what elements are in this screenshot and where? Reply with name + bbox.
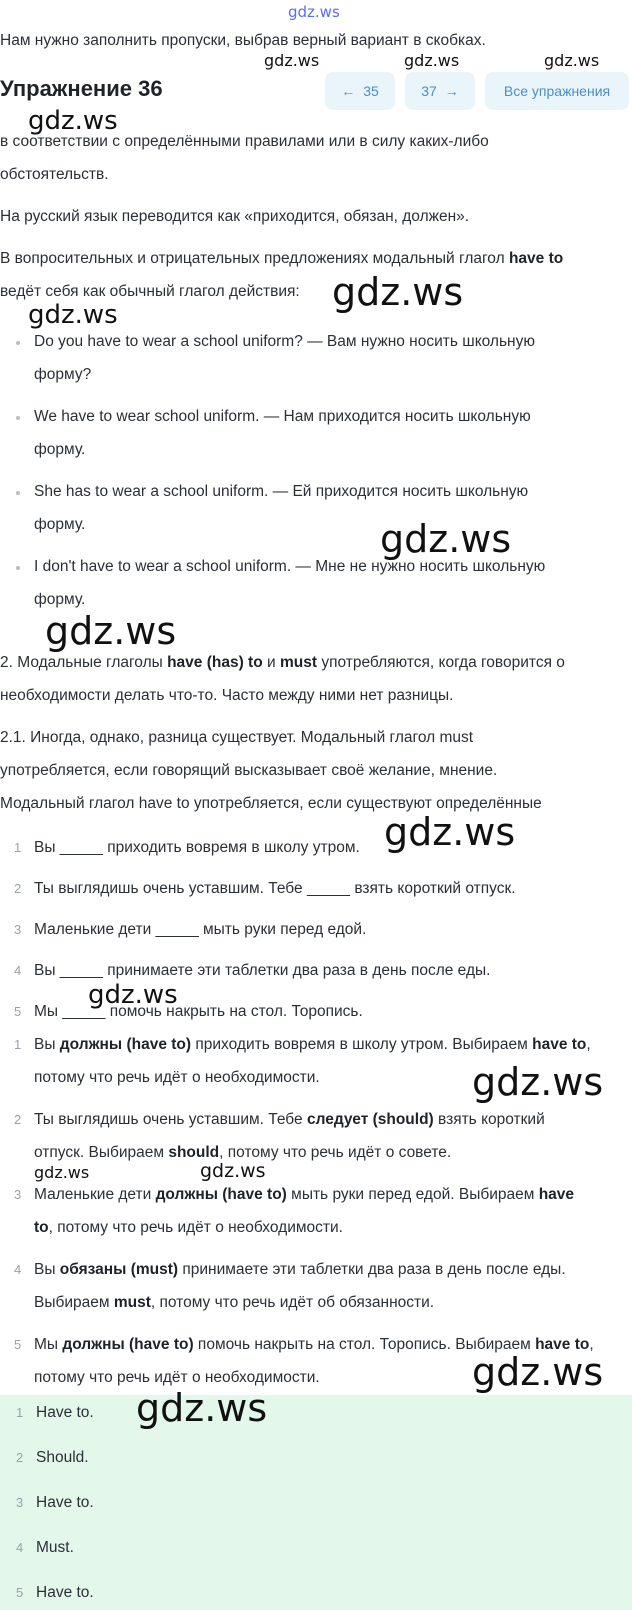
text [34,1178,626,1211]
text: В вопросительных и отрицательных предложениях модальный глагол [0,250,509,267]
bullet-icon [16,416,20,420]
bold-term: следует (should) [306,1111,434,1128]
watermark: gdz.ws [88,980,178,1010]
theory-section-2 [0,646,626,820]
text: и [262,654,280,671]
text: форму. [34,516,86,533]
text [34,1103,626,1136]
text: Вы _____ приходить вовремя в школу утром. [34,839,360,856]
theory-line: 2.1. Иногда, однако, разница существует. Модальный глагол must [0,729,474,746]
bold-term: have to [535,1336,590,1353]
text: She has to wear a school uniform. — Ей приходится носить школьную [34,483,529,500]
text: , потому что речь идёт об обязанности. [150,1294,435,1311]
item-number: 4 [14,963,22,978]
site-watermark-top: gdz.ws [288,3,340,21]
watermark: gdz.ws [34,1163,90,1182]
translation-item [0,1103,626,1169]
text: приходить вовремя в школу утром. Выбираем [191,1036,533,1053]
theory-line [0,646,626,679]
bold-term: have to [508,250,564,267]
item-number: 1 [14,1037,22,1052]
bold-term: должны (have to) [59,1036,192,1053]
text [34,1028,626,1061]
text: Выбираем [34,1294,114,1311]
text: форму. [34,591,86,608]
answer-item [0,1584,94,1602]
bold-term: обязаны (must) [59,1261,179,1278]
text: , [589,1336,594,1353]
bold-term: have [538,1186,575,1203]
text: Have to. [36,1404,94,1421]
arrow-left-icon: ← [341,83,356,99]
text: потому что речь идёт о необходимости. [34,1069,320,1086]
theory-line: употребляется, если говорящий высказывает своё желание, мнение. [0,762,498,779]
answer-item [0,1494,94,1512]
text: Мы _____ помочь накрыть на стол. Торопись. [34,1003,363,1020]
list-item [0,400,626,466]
text: Must. [36,1539,74,1556]
text: форму. [34,441,86,458]
all-exercises-button[interactable] [485,72,629,110]
watermark: gdz.ws [404,51,460,70]
watermark: gdz.ws [264,51,320,70]
bold-term: have to [532,1036,587,1053]
theory-line [0,242,626,275]
item-number: 5 [16,1585,24,1600]
text [34,1286,626,1319]
text: Should. [36,1449,89,1466]
bullet-icon [16,566,20,570]
item-number: 3 [16,1495,24,1510]
item-number: 5 [14,1004,22,1019]
text: отпуск. Выбираем [34,1144,169,1161]
text: 2. Модальные глаголы [0,654,168,671]
text: , потому что речь идёт о необходимости. [48,1219,343,1236]
bold-term: должны (have to) [62,1336,194,1353]
watermark: gdz.ws [544,51,600,70]
text: Do you have to wear a school uniform? — Вам нужно носить школьную [34,333,535,350]
task-item [0,831,626,864]
item-number: 2 [14,881,22,896]
text: Вы _____ принимаете эти таблетки два раза в день после еды. [34,962,491,979]
next-exercise-button[interactable] [405,72,475,110]
answer-item [0,1539,74,1557]
item-number: 5 [14,1337,22,1352]
watermark: gdz.ws [45,609,177,653]
bold-term: must [113,1294,151,1311]
theory-section [0,125,626,308]
answers-panel [0,1395,632,1610]
theory-line: обстоятельств. [0,166,109,183]
text: Ты выглядишь очень уставшим. Тебе [34,1111,307,1128]
theory-line: Модальный глагол have to употребляется, если существуют определённые [0,795,542,812]
text: Have to. [36,1584,94,1601]
text: форму? [34,366,92,383]
text [34,1253,626,1286]
watermark: gdz.ws [28,300,118,330]
text: Вы [34,1261,60,1278]
arrow-right-icon: → [444,83,459,99]
watermark: gdz.ws [384,810,516,854]
prev-exercise-label: 35 [363,83,379,99]
text: , потому что речь идёт о совете. [219,1144,452,1161]
text: Маленькие дети [34,1186,156,1203]
item-number: 4 [14,1262,22,1277]
text: Ты выглядишь очень уставшим. Тебе _____ взять короткий отпуск. [34,880,516,897]
theory-line: ведёт себя как обычный глагол действия: [0,283,300,300]
text: потому что речь идёт о необходимости. [34,1369,320,1386]
watermark: gdz.ws [472,1060,604,1104]
list-item [0,550,626,616]
list-item [0,325,626,391]
text: , [586,1036,591,1053]
text [34,1136,626,1169]
watermark: gdz.ws [200,1160,266,1182]
item-number: 4 [16,1540,24,1555]
bold-term: should [168,1144,220,1161]
theory-line: необходимости делать что-то. Часто между ними нет разницы. [0,687,454,704]
prev-exercise-button[interactable] [325,72,395,110]
next-exercise-label: 37 [421,83,437,99]
text: I don't have to wear a school uniform. — Мне не нужно носить школьную [34,558,546,575]
text: Вы [34,1036,60,1053]
bold-term: to [34,1219,49,1236]
text: Have to. [36,1494,94,1511]
text: мыть руки перед едой. Выбираем [286,1186,539,1203]
theory-line: На русский язык переводится как «приходится, обязан, должен». [0,208,470,225]
text: Мы [34,1336,63,1353]
watermark: gdz.ws [472,1350,604,1394]
text: принимаете эти таблетки два раза в день после еды. [178,1261,566,1278]
all-exercises-label: Все упражнения [503,83,611,99]
page-title: Упражнение 36 [0,76,163,101]
item-number: 1 [16,1405,24,1420]
bullet-icon [16,341,20,345]
translation-item [0,1178,626,1244]
text: помочь накрыть на стол. Торопись. Выбираем [193,1336,536,1353]
task-item [0,872,626,905]
text: We have to wear school uniform. — Нам приходится носить школьную [34,408,531,425]
list-item [0,475,626,541]
item-number: 3 [14,1187,22,1202]
text: Маленькие дети _____ мыть руки перед едой. [34,921,367,938]
answer-item [0,1449,89,1467]
text: взять короткий [433,1111,545,1128]
item-number: 2 [14,1112,22,1127]
text: употребляются, когда говорится о [317,654,565,671]
watermark: gdz.ws [380,517,512,561]
item-number: 3 [14,922,22,937]
answer-item [0,1404,94,1422]
task-intro: Нам нужно заполнить пропуски, выбрав верный вариант в скобках. [0,32,486,49]
text [34,1211,626,1244]
bold-term: должны (have to) [155,1186,287,1203]
task-item [0,913,626,946]
bold-term: have (has) to [167,654,263,671]
bullet-icon [16,491,20,495]
item-number: 1 [14,840,22,855]
watermark: gdz.ws [332,270,464,314]
watermark: gdz.ws [28,106,118,136]
example-list [0,325,626,625]
item-number: 2 [16,1450,24,1465]
translation-item [0,1253,626,1319]
theory-line: в соответствии с определёнными правилами или в силу каких-либо [0,133,489,150]
watermark: gdz.ws [136,1386,268,1430]
bold-term: must [279,654,318,671]
